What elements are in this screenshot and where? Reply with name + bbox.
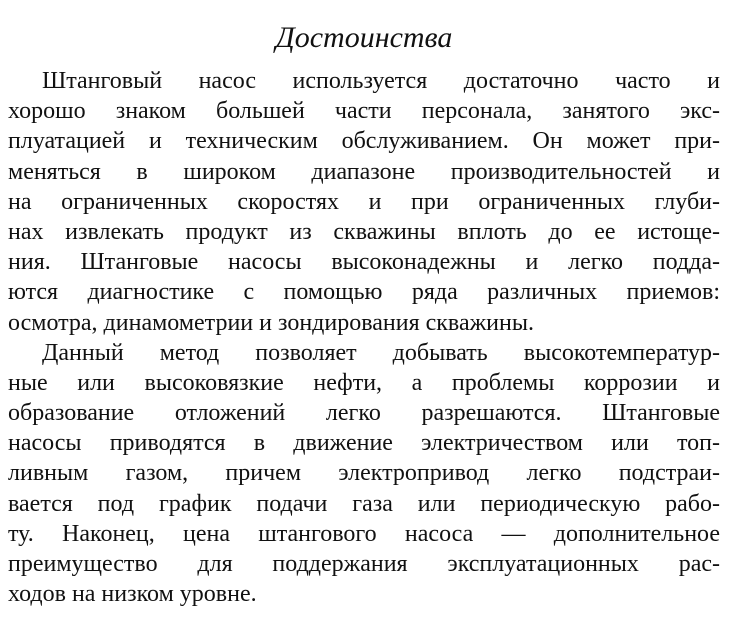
- paragraph-line: плуатацией и техническим обслуживанием. Он может при-: [8, 128, 720, 155]
- paragraph-line: ливным газом, причем электропривод легко подстраи-: [8, 460, 720, 487]
- paragraph-2: [8, 338, 720, 610]
- paragraph-line: ные или высоковязкие нефти, а проблемы коррозии и: [8, 369, 720, 396]
- document-page: [8, 18, 720, 609]
- paragraph-line: Штанговый насос используется достаточно часто и: [42, 68, 720, 94]
- paragraph-1: [8, 66, 720, 338]
- paragraph-line: преимущество для поддержания эксплуатационных рас-: [8, 551, 720, 577]
- paragraph-line: образование отложений легко разрешаются. Штанговые: [8, 400, 720, 427]
- paragraph-line: ходов на низком уровне.: [8, 581, 257, 608]
- paragraph-line: ту. Наконец, цена штангового насоса — дополнительное: [8, 520, 720, 547]
- paragraph-line: вается под график подачи газа или периодическую рабо-: [8, 490, 720, 517]
- paragraph-line: осмотра, динамометрии и зондирования скважины.: [8, 309, 534, 336]
- paragraph-line: ния. Штанговые насосы высоконадежны и легко подда-: [8, 249, 720, 276]
- paragraph-line: хорошо знаком большей части персонала, занятого экс-: [8, 98, 720, 125]
- paragraph-line: ются диагностике с помощью ряда различных приемов:: [8, 279, 720, 306]
- paragraph-line: насосы приводятся в движение электричеством или топ-: [8, 430, 720, 457]
- section-title: Достоинства: [275, 21, 453, 54]
- paragraph-line: нах извлекать продукт из скважины вплоть до ее истоще-: [8, 218, 720, 245]
- paragraph-line: Данный метод позволяет добывать высокотемператур-: [42, 339, 720, 366]
- paragraph-line: на ограниченных скоростях и при ограниченных глуби-: [8, 188, 720, 215]
- paragraph-line: меняться в широком диапазоне производительностей и: [8, 158, 720, 185]
